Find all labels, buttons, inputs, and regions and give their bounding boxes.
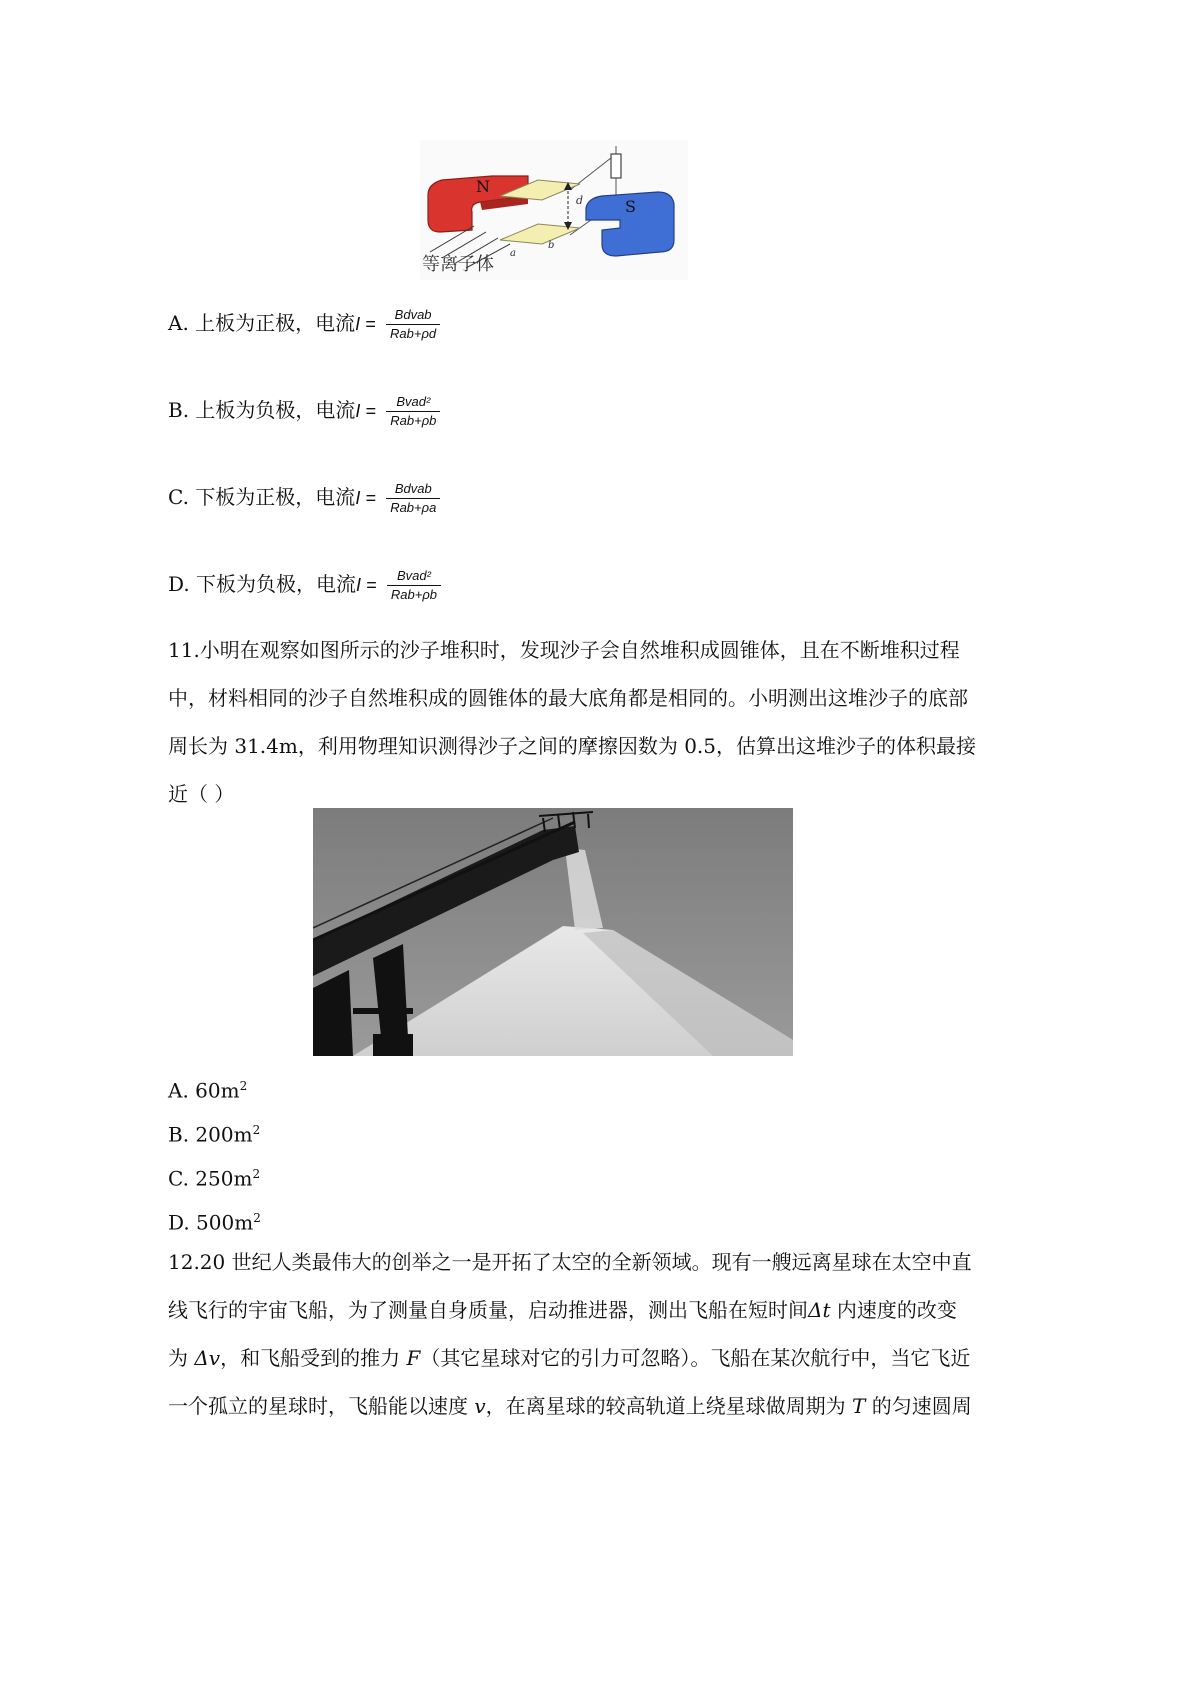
plasma-generator-figure <box>420 140 688 280</box>
formula-numerator: Bvad² <box>387 569 441 586</box>
q11-line: 近（ ） <box>168 782 235 806</box>
current-symbol: I = <box>356 575 377 595</box>
q10-option-b <box>168 395 440 428</box>
resistor <box>611 154 621 178</box>
formula-denominator: Rab+ρb <box>390 413 437 428</box>
option-prefix: D. <box>168 572 190 596</box>
q11-line: 中，材料相同的沙子自然堆积成的圆锥体的最大底角都是相同的。小明测出这堆沙子的底部 <box>168 686 968 710</box>
q10-option-d <box>168 569 441 602</box>
formula-numerator: Bdvab <box>386 482 440 499</box>
q12-text: 一个孤立的星球时，飞船能以速度 <box>168 1394 475 1418</box>
q12-line-1: 12.20 世纪人类最伟大的创举之一是开拓了太空的全新领域。现有一艘远离星球在太空中直 <box>168 1250 972 1274</box>
q11-stem <box>168 626 1008 818</box>
formula-numerator: Bdvab <box>386 308 440 325</box>
d-label: d <box>576 194 584 207</box>
q12-variable: T <box>852 1394 866 1418</box>
superscript: 2 <box>252 1167 261 1181</box>
q11-option-d <box>168 1204 261 1237</box>
plasma-label: 等离子体 <box>422 254 494 275</box>
current-formula <box>387 569 441 602</box>
q12-line-4 <box>168 1382 1008 1430</box>
current-formula <box>386 308 440 341</box>
option-text: 上板为正极，电流 <box>195 311 356 335</box>
option-label: D. 500m <box>168 1210 254 1235</box>
q12-variable: F <box>406 1346 421 1370</box>
formula-denominator: Rab+ρa <box>390 500 437 515</box>
current-symbol: I = <box>355 401 376 421</box>
formula-numerator: Bvad² <box>386 395 440 412</box>
q11-line: 周长为 31.4m，利用物理知识测得沙子之间的摩擦因数为 0.5，估算出这堆沙子的体积最接 <box>168 734 977 758</box>
q12-variable: v <box>474 1394 486 1418</box>
current-symbol: I = <box>355 314 376 334</box>
b-label: b <box>548 240 555 251</box>
option-text: 下板为负极，电流 <box>196 572 357 596</box>
option-label: A. 60m <box>168 1078 240 1103</box>
q12-stem <box>168 1238 1008 1430</box>
q10-option-a <box>168 308 440 341</box>
q12-text: 的匀速圆周 <box>865 1394 972 1418</box>
option-label: C. 250m <box>168 1166 253 1191</box>
option-text: 上板为负极，电流 <box>195 398 356 422</box>
formula-denominator: Rab+ρd <box>390 326 437 341</box>
q10-option-c <box>168 482 440 515</box>
option-prefix: A. <box>168 311 189 335</box>
q12-line-3 <box>168 1334 1008 1382</box>
current-symbol: I = <box>355 488 376 508</box>
n-label: N <box>476 177 490 196</box>
option-label: B. 200m <box>168 1122 253 1147</box>
superscript: 2 <box>252 1123 261 1137</box>
q12-text: ，在离星球的较高轨道上绕星球做周期为 <box>485 1394 853 1418</box>
option-text: 下板为正极，电流 <box>195 485 356 509</box>
sand-pile-photo <box>313 808 793 1056</box>
formula-denominator: Rab+ρb <box>390 587 438 602</box>
q12-variable: Δv <box>194 1346 221 1370</box>
q11-option-c <box>168 1160 260 1193</box>
q12-text: ，和飞船受到的推力 <box>220 1346 407 1370</box>
superscript: 2 <box>253 1211 261 1225</box>
superscript: 2 <box>239 1079 248 1093</box>
q12-text: （其它星球对它的引力可忽略）。飞船在某次航行中，当它飞近 <box>420 1346 971 1370</box>
option-prefix: B. <box>168 398 190 422</box>
current-formula <box>386 395 440 428</box>
q12-variable: Δt <box>808 1298 831 1322</box>
q12-text: 为 <box>168 1346 195 1370</box>
q12-text: 内速度的改变 <box>830 1298 957 1322</box>
current-formula <box>386 482 440 515</box>
q12-text: 线飞行的宇宙飞船，为了测量自身质量，启动推进器，测出飞船在短时间 <box>168 1298 808 1322</box>
option-prefix: C. <box>168 485 189 509</box>
a-label: a <box>510 248 516 259</box>
q11-option-a <box>168 1072 247 1105</box>
q11-line: 11.小明在观察如图所示的沙子堆积时，发现沙子会自然堆积成圆锥体，且在不断堆积过程 <box>168 638 960 662</box>
q12-line-2 <box>168 1286 1008 1334</box>
s-label: S <box>625 197 636 216</box>
q11-option-b <box>168 1116 260 1149</box>
